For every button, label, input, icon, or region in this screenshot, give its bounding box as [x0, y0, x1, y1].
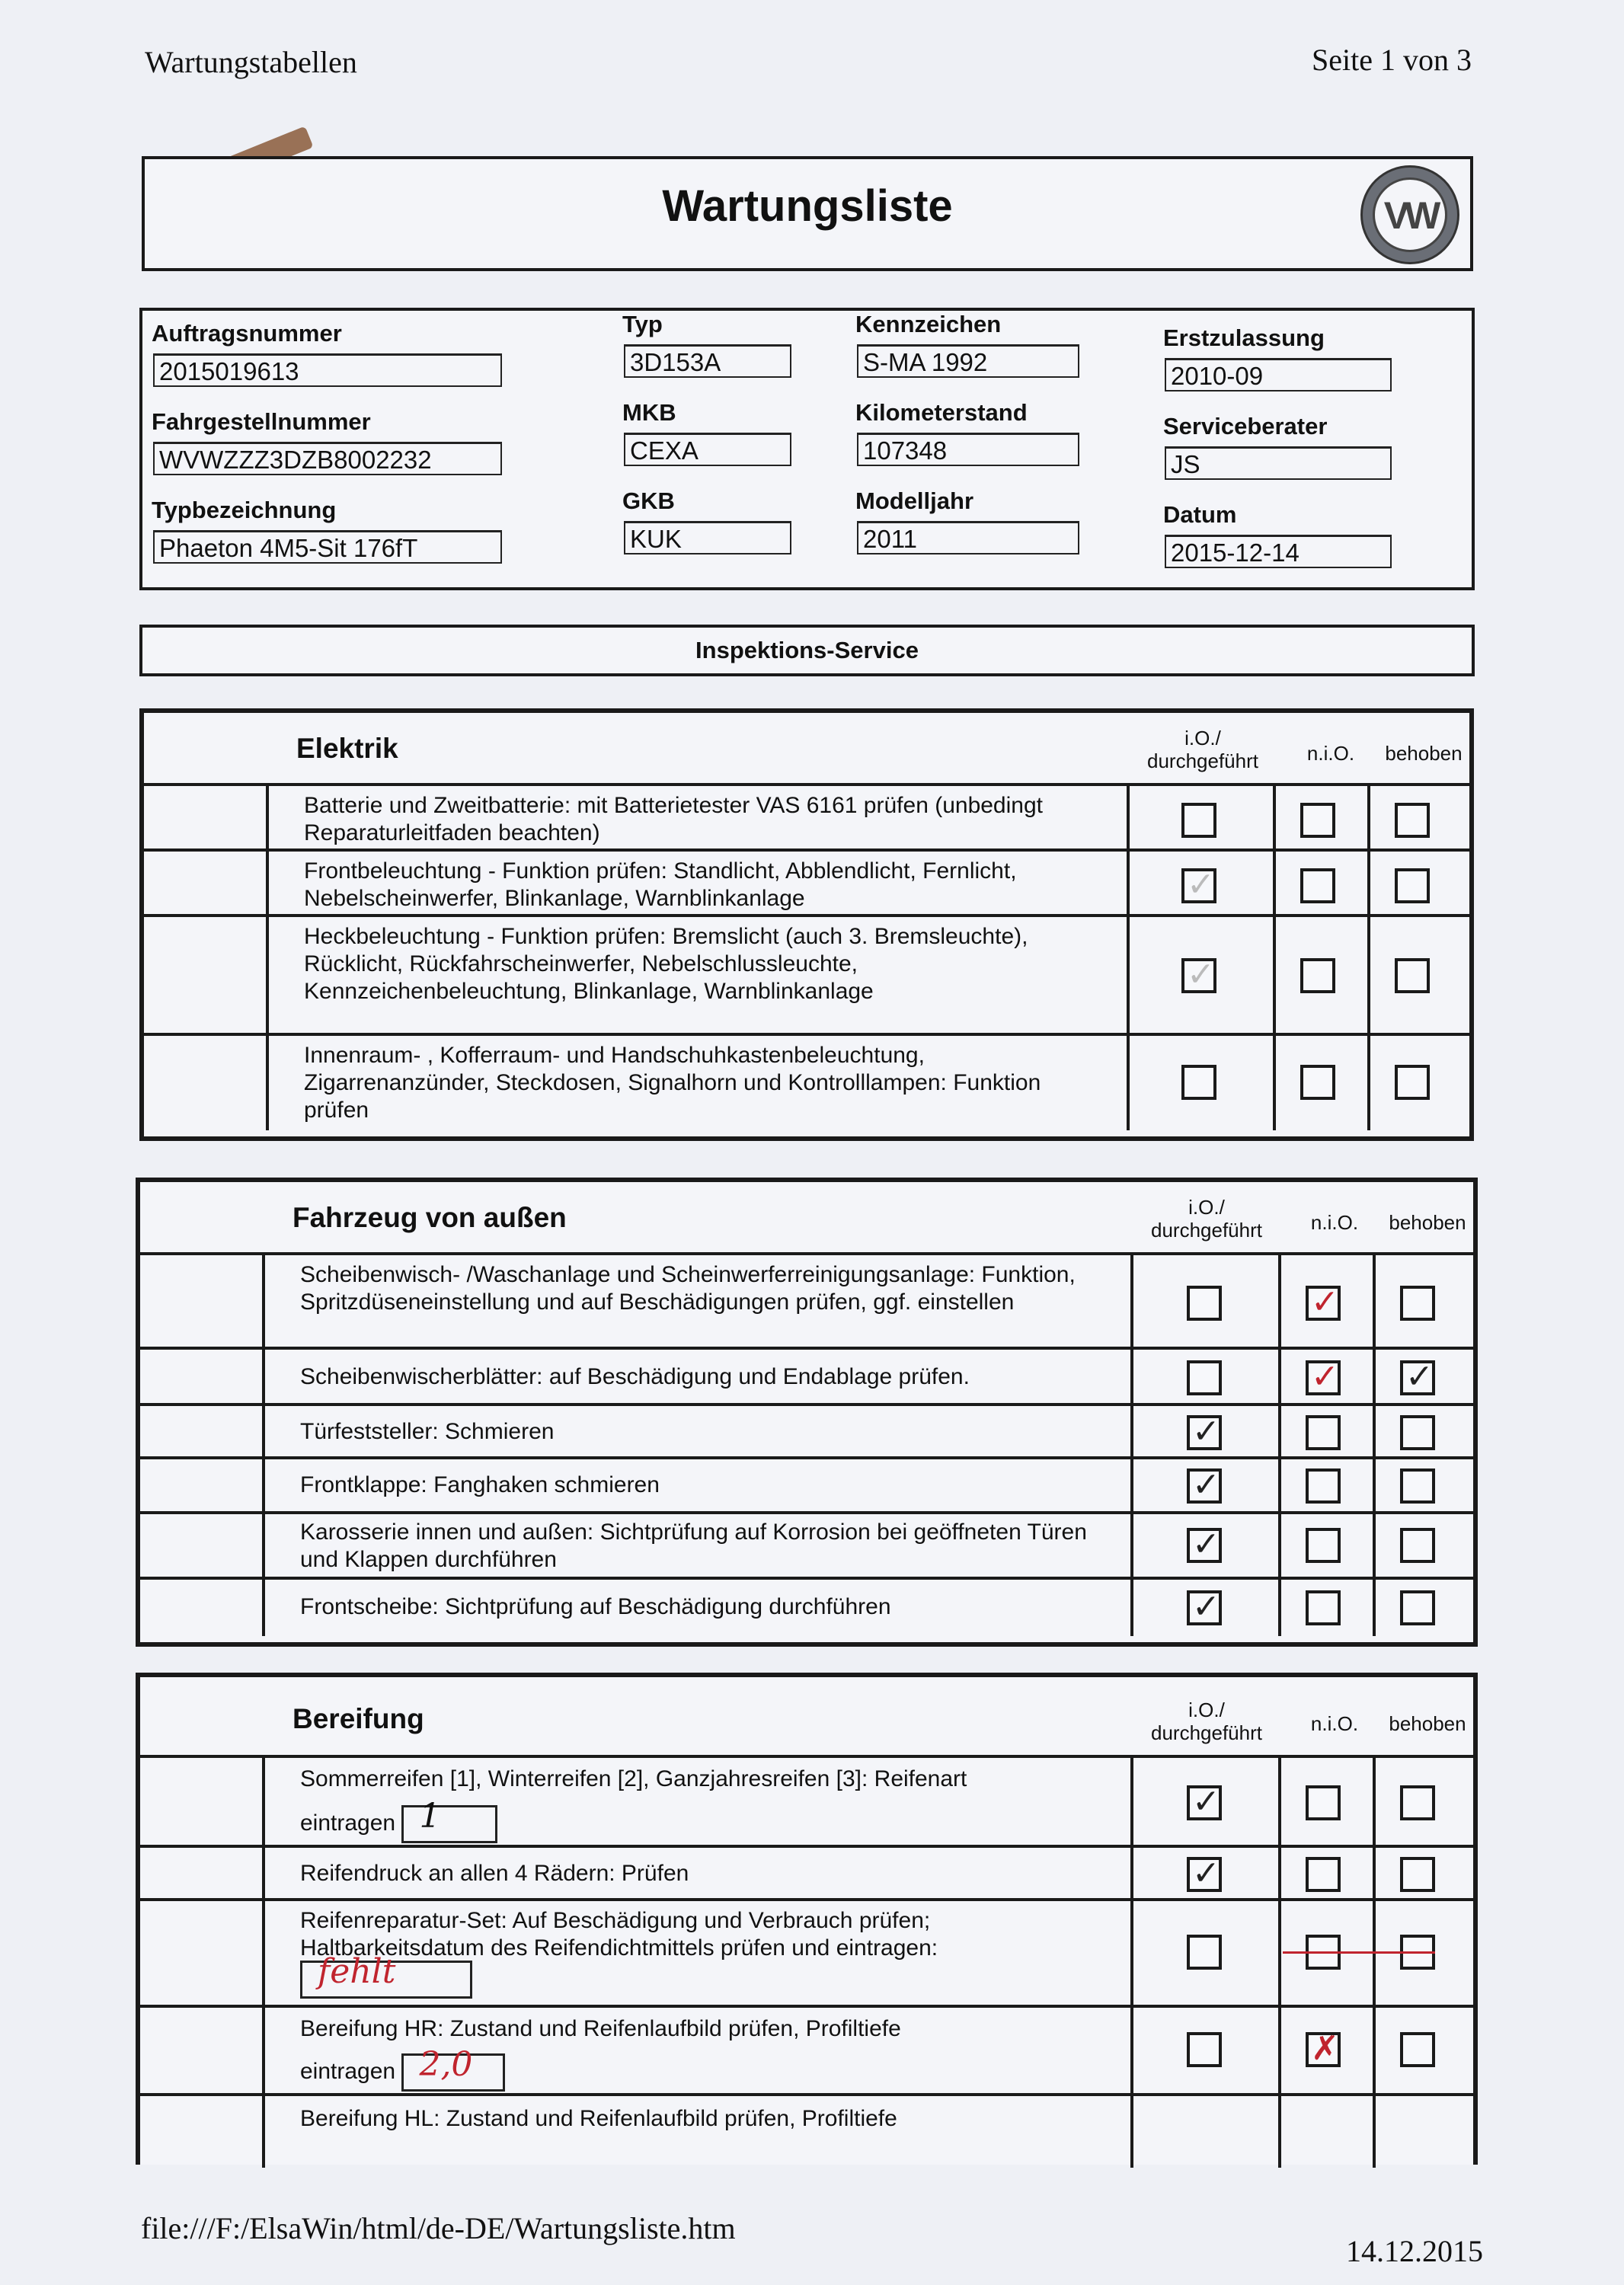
service-type: Inspektions-Service	[695, 637, 919, 663]
kennzeichen-label: Kennzeichen	[855, 311, 1002, 337]
checkbox-nio[interactable]	[1306, 1415, 1341, 1450]
serviceberater-field: JS	[1165, 446, 1392, 480]
table-row: Karosserie innen und außen: Sichtprüfung auf Korrosion bei geöffneten Türen und Klappen durchführen ✓	[140, 1511, 1473, 1580]
checkbox-io[interactable]	[1181, 1065, 1216, 1100]
mkb-label: MKB	[622, 399, 676, 426]
checkbox-behoben[interactable]	[1400, 1415, 1435, 1450]
checkbox-behoben[interactable]	[1400, 1528, 1435, 1563]
checkbox-nio[interactable]	[1306, 1590, 1341, 1625]
checkbox-behoben[interactable]	[1400, 2032, 1435, 2067]
checkbox-io[interactable]	[1181, 803, 1216, 838]
checkbox-behoben[interactable]	[1400, 1590, 1435, 1625]
table-row: Bereifung HL: Zustand und Reifenlaufbild prüfen, Profiltiefe	[140, 2093, 1473, 2168]
checkbox-io[interactable]: ✓	[1187, 1590, 1222, 1625]
table-row: Innenraum- , Kofferraum- und Handschuhkastenbeleuchtung, Zigarrenanzünder, Steckdosen, Signalhorn und Kontrolllampen: Funktion prüfen	[144, 1033, 1469, 1130]
typ-field: 3D153A	[624, 344, 791, 378]
checkbox-io[interactable]: ✓	[1181, 868, 1216, 903]
page-header-right: Seite 1 von 3	[1312, 43, 1472, 77]
checkbox-behoben[interactable]	[1395, 868, 1430, 903]
col-header-behoben: behoben	[1389, 1211, 1466, 1234]
sealant-date-entry[interactable]: fehlt	[300, 1961, 472, 1999]
table-row: Reifenreparatur-Set: Auf Beschädigung und Verbrauch prüfen; Haltbarkeitsdatum des Reifendichtmittels prüfen und eintragen: fehlt	[140, 1898, 1473, 2008]
tire-type-entry[interactable]: 1	[401, 1805, 497, 1843]
checkbox-nio[interactable]	[1300, 1065, 1335, 1100]
gkb-label: GKB	[622, 487, 675, 514]
checkbox-io[interactable]: ✓	[1187, 1415, 1222, 1450]
checkbox-io[interactable]: ✓	[1187, 1857, 1222, 1892]
gkb-field: KUK	[624, 521, 791, 554]
checkbox-io[interactable]	[1187, 1286, 1222, 1321]
table-row: Reifendruck an allen 4 Rädern: Prüfen ✓	[140, 1845, 1473, 1901]
checkbox-nio[interactable]	[1300, 803, 1335, 838]
strike-line	[1283, 1951, 1435, 1954]
kilometerstand-field: 107348	[857, 433, 1079, 466]
checkbox-behoben[interactable]	[1395, 958, 1430, 993]
table-row: Batterie und Zweitbatterie: mit Batterietester VAS 6161 prüfen (unbedingt Reparaturleitfaden beachten)	[144, 783, 1469, 852]
title-box	[142, 156, 1473, 271]
checkbox-nio[interactable]	[1306, 1857, 1341, 1892]
table-row: Frontbeleuchtung - Funktion prüfen: Standlicht, Abblendlicht, Fernlicht, Nebelscheinwerfer, Blinkanlage, Warnblinkanlage ✓	[144, 848, 1469, 917]
page-footer-date: 14.12.2015	[1346, 2234, 1483, 2268]
checkbox-io[interactable]: ✓	[1187, 1528, 1222, 1563]
tread-depth-hr-entry[interactable]: 2,0	[401, 2053, 505, 2092]
vehicle-info-box	[139, 308, 1475, 590]
section-title: Bereifung	[293, 1703, 424, 1734]
checkbox-nio[interactable]: ✓	[1306, 1360, 1341, 1395]
erstzulassung-label: Erstzulassung	[1163, 324, 1325, 351]
checkbox-nio[interactable]	[1306, 1785, 1341, 1820]
service-type-box	[139, 625, 1475, 676]
auftragsnummer-label: Auftragsnummer	[152, 320, 342, 347]
table-row: Türfeststeller: Schmieren ✓	[140, 1403, 1473, 1459]
checkbox-nio[interactable]	[1300, 868, 1335, 903]
typbezeichnung-label: Typbezeichnung	[152, 497, 337, 523]
checkbox-behoben[interactable]	[1400, 1857, 1435, 1892]
checkbox-behoben[interactable]	[1400, 1468, 1435, 1504]
typ-label: Typ	[622, 311, 663, 337]
checkbox-behoben[interactable]	[1400, 1785, 1435, 1820]
col-header-nio: n.i.O.	[1310, 1712, 1359, 1735]
erstzulassung-field: 2010-09	[1165, 358, 1392, 391]
datum-label: Datum	[1163, 501, 1237, 528]
checkbox-nio[interactable]	[1306, 1468, 1341, 1504]
checkbox-nio[interactable]: ✓	[1306, 1286, 1341, 1321]
section-title: Elektrik	[296, 733, 398, 764]
section-fahrzeug-aussen	[136, 1178, 1478, 1647]
checkbox-behoben[interactable]	[1395, 803, 1430, 838]
checkbox-nio[interactable]	[1306, 1528, 1341, 1563]
modelljahr-label: Modelljahr	[855, 487, 974, 514]
table-row: Heckbeleuchtung - Funktion prüfen: Bremslicht (auch 3. Bremsleuchte), Rücklicht, Rückfahrscheinwerfer, Nebelschlussleuchte, Kennzeichenbeleuchtung, Blinkanlage, Warnblinkanlage ✓	[144, 914, 1469, 1036]
checkbox-io[interactable]: ✓	[1187, 1785, 1222, 1820]
page-header-left: Wartungstabellen	[145, 45, 357, 79]
section-title: Fahrzeug von außen	[293, 1202, 567, 1233]
serviceberater-label: Serviceberater	[1163, 413, 1328, 439]
section-bereifung	[136, 1673, 1478, 2165]
col-header-io: i.O./ durchgeführt	[1151, 1196, 1262, 1242]
fahrgestellnummer-label: Fahrgestellnummer	[152, 408, 371, 435]
modelljahr-field: 2011	[857, 521, 1079, 554]
col-header-nio: n.i.O.	[1310, 1211, 1359, 1234]
table-row: Scheibenwisch- /Waschanlage und Scheinwerferreinigungsanlage: Funktion, Spritzdüseneinstellung und auf Beschädigungen prüfen, ggf. einstellen ✓	[140, 1252, 1473, 1350]
auftragsnummer-field: 2015019613	[153, 353, 502, 387]
col-header-nio: n.i.O.	[1306, 742, 1355, 765]
checkbox-io[interactable]	[1187, 2032, 1222, 2067]
table-row: Bereifung HR: Zustand und Reifenlaufbild prüfen, Profiltiefe eintragen 2,0 ✗	[140, 2005, 1473, 2096]
vw-logo-icon: VW	[1360, 165, 1459, 264]
page-footer-path: file:///F:/ElsaWin/html/de-DE/Wartungsliste.htm	[141, 2211, 736, 2245]
checkbox-nio[interactable]	[1300, 958, 1335, 993]
section-elektrik	[139, 708, 1474, 1141]
checkbox-behoben[interactable]: ✓	[1400, 1360, 1435, 1395]
mkb-field: CEXA	[624, 433, 791, 466]
datum-field: 2015-12-14	[1165, 535, 1392, 568]
col-header-io: i.O./ durchgeführt	[1151, 1699, 1262, 1744]
fahrgestellnummer-field: WVWZZZ3DZB8002232	[153, 442, 502, 475]
checkbox-behoben[interactable]	[1400, 1286, 1435, 1321]
checkbox-nio[interactable]: ✗	[1306, 2032, 1341, 2067]
checkbox-io[interactable]	[1187, 1360, 1222, 1395]
table-row: Scheibenwischerblätter: auf Beschädigung und Endablage prüfen. ✓ ✓	[140, 1347, 1473, 1406]
checkbox-io[interactable]	[1187, 1935, 1222, 1970]
col-header-behoben: behoben	[1389, 1712, 1466, 1735]
table-row: Frontscheibe: Sichtprüfung auf Beschädigung durchführen ✓	[140, 1577, 1473, 1636]
kennzeichen-field: S-MA 1992	[857, 344, 1079, 378]
col-header-io: i.O./ durchgeführt	[1147, 727, 1258, 772]
col-header-behoben: behoben	[1385, 742, 1463, 765]
kilometerstand-label: Kilometerstand	[855, 399, 1028, 426]
typbezeichnung-field: Phaeton 4M5-Sit 176fT	[153, 530, 502, 564]
table-row: Sommerreifen [1], Winterreifen [2], Ganzjahresreifen [3]: Reifenart eintragen 1 ✓	[140, 1755, 1473, 1848]
table-row: Frontklappe: Fanghaken schmieren ✓	[140, 1456, 1473, 1514]
checkbox-io[interactable]: ✓	[1181, 958, 1216, 993]
page-title: Wartungsliste	[662, 181, 953, 231]
checkbox-behoben[interactable]	[1395, 1065, 1430, 1100]
checkbox-io[interactable]: ✓	[1187, 1468, 1222, 1504]
